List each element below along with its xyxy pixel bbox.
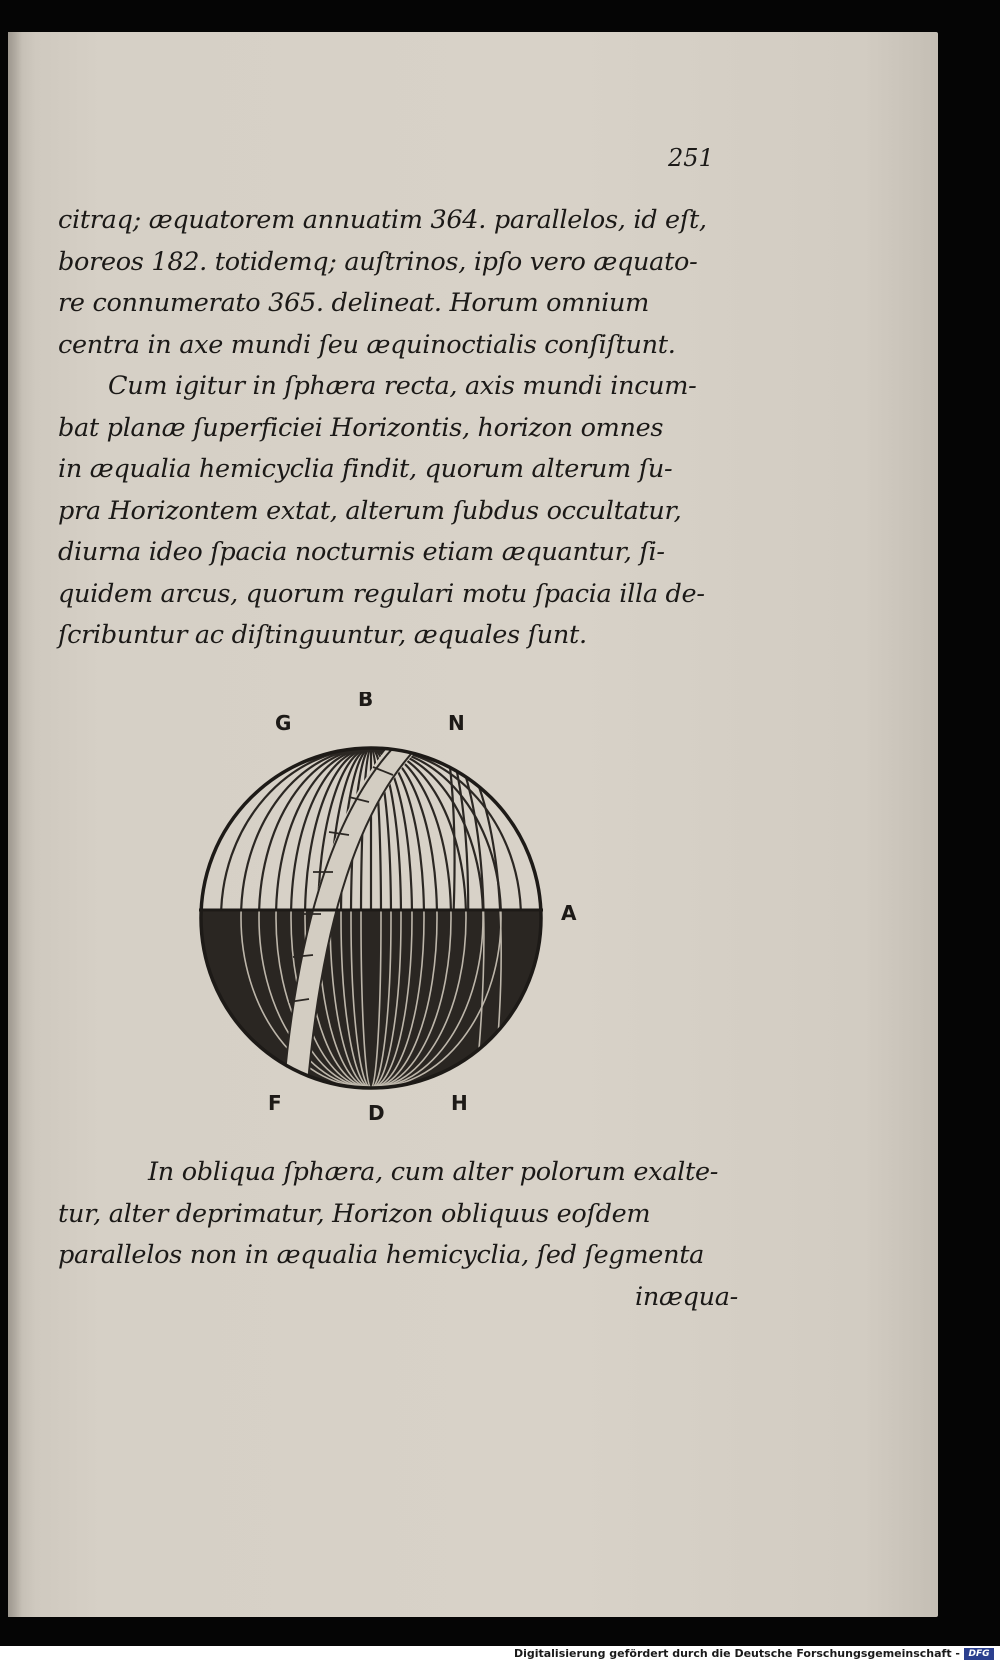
label-g: G bbox=[275, 711, 292, 735]
label-f: F bbox=[268, 1091, 282, 1115]
label-b: B bbox=[358, 692, 374, 711]
armillary-sphere-woodcut bbox=[193, 692, 613, 1122]
lower-hemisphere bbox=[193, 910, 613, 1122]
dfg-logo: DFG bbox=[964, 1648, 994, 1660]
label-a: A bbox=[561, 901, 577, 925]
paragraph-upper bbox=[58, 200, 738, 657]
label-h: H bbox=[451, 1091, 468, 1115]
funding-credit: Digitalisierung gefördert durch die Deutsche Forschungsgemeinschaft - bbox=[513, 1647, 960, 1660]
text-line: quidem arcus, quorum regulari motu ſpacia illa de- bbox=[58, 578, 705, 609]
text-line: centra in axe mundi ſeu æquinoctialis conſiſtunt. bbox=[58, 329, 676, 360]
book-page bbox=[8, 32, 938, 1617]
label-n: N bbox=[448, 711, 465, 735]
text-line: in æqualia hemicyclia findit, quorum alterum ſu- bbox=[58, 454, 673, 484]
page-number: 251 bbox=[668, 144, 714, 172]
text-line: boreos 182. totidemq; auſtrinos, ipſo vero æquato- bbox=[58, 246, 698, 277]
text-line: parallelos non in æqualia hemicyclia, ſed ſegmenta bbox=[58, 1240, 705, 1270]
catchword: inæqua- bbox=[634, 1281, 738, 1312]
text-line: In obliqua ſphæra, cum alter polorum exalte- bbox=[148, 1157, 719, 1187]
text-line: pra Horizontem extat, alterum ſubdus occultatur, bbox=[58, 495, 682, 526]
paragraph-lower bbox=[58, 1152, 738, 1318]
text-line: citraq; æquatorem annuatim 364. parallelos, id eſt, bbox=[58, 205, 707, 235]
text-line: re connumerato 365. delineat. Horum omnium bbox=[58, 288, 650, 318]
text-line: ſcribuntur ac diſtinguuntur, æquales ſunt. bbox=[58, 620, 587, 650]
text-line: Cum igitur in ſphæra recta, axis mundi incum- bbox=[108, 371, 697, 401]
text-line: tur, alter deprimatur, Horizon obliquus eoſdem bbox=[58, 1198, 651, 1229]
text-line: bat planæ ſuperficiei Horizontis, horizon omnes bbox=[58, 412, 664, 443]
text-line: diurna ideo ſpacia nocturnis etiam æquantur, ſi- bbox=[58, 537, 665, 567]
label-d: D bbox=[368, 1101, 385, 1122]
